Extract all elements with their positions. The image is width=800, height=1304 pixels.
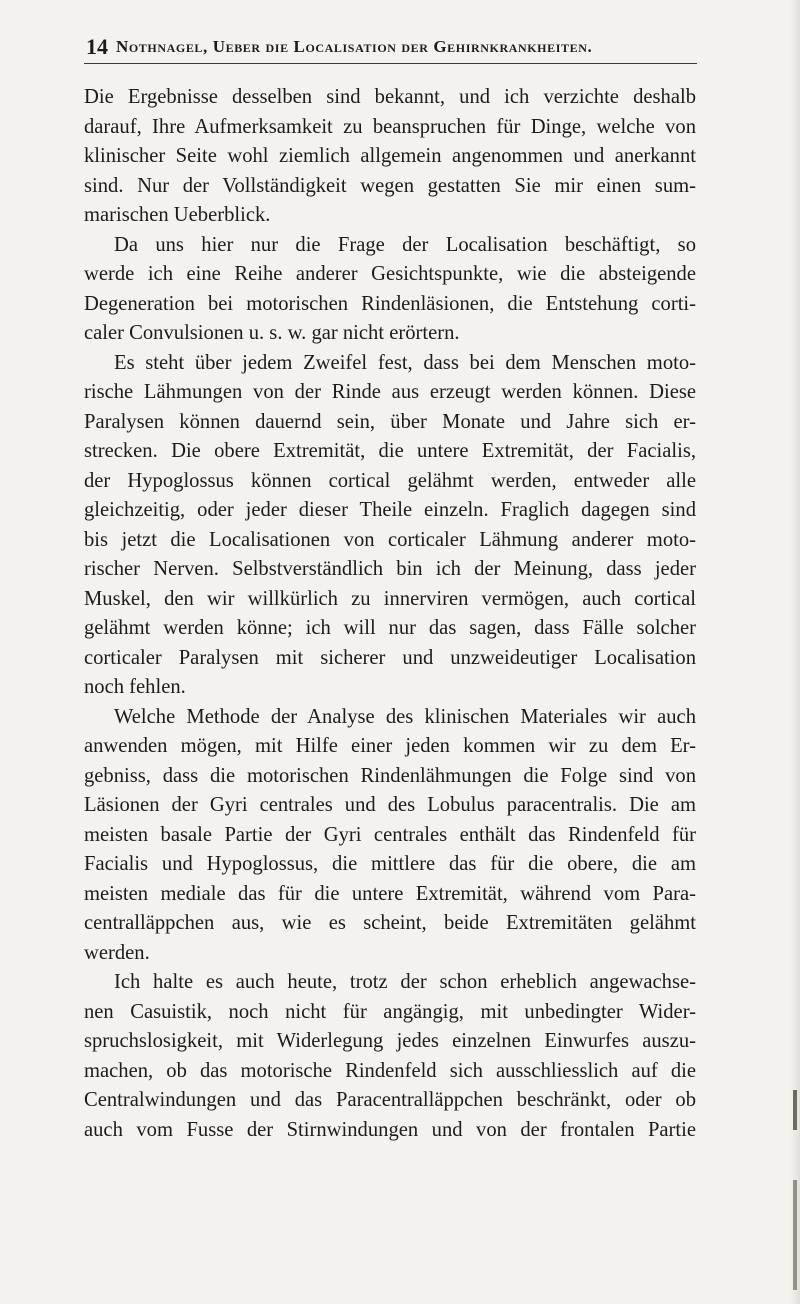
text-line: Läsionen der Gyri centrales und des Lobulus paracentralis. Die am xyxy=(84,794,696,816)
running-title: Nothnagel, Ueber die Localisation der Gehirnkrankheiten. xyxy=(116,37,593,56)
page-edge-mark xyxy=(793,1090,797,1130)
text-line: machen, ob das motorische Rindenfeld sich ausschliesslich auf die xyxy=(84,1059,696,1082)
text-line: centralläppchen aus, wie es scheint, beide Extremitäten gelähmt xyxy=(84,912,696,934)
text-line: gebniss, dass die motorischen Rindenlähmungen die Folge sind von xyxy=(84,764,696,787)
text-line: Paralysen können dauernd sein, über Monate und Jahre sich er- xyxy=(84,410,696,433)
text-line: caler Convulsionen u. s. w. gar nicht erörtern. xyxy=(84,322,460,344)
text-line: werde ich eine Reihe anderer Gesichtspunkte, wie die absteigende xyxy=(84,263,696,285)
page-header xyxy=(86,34,690,62)
text-line: klinischer Seite wohl ziemlich allgemein angenommen und anerkannt xyxy=(84,145,696,167)
text-line: darauf, Ihre Aufmerksamkeit zu beanspruchen für Dinge, welche von xyxy=(84,115,696,138)
text-line: spruchslosigkeit, mit Widerlegung jedes einzelnen Einwurfes auszu- xyxy=(84,1030,696,1052)
text-line: der Hypoglossus können cortical gelähmt werden, entweder alle xyxy=(84,469,696,492)
text-line: Die Ergebnisse desselben sind bekannt, und ich verzichte deshalb xyxy=(84,86,696,108)
text-line: Da uns hier nur die Frage der Localisation beschäftigt, so xyxy=(114,233,696,256)
page-edge-mark xyxy=(793,1180,797,1290)
text-line: Centralwindungen und das Paracentralläppchen beschränkt, oder ob xyxy=(84,1089,696,1111)
body-text xyxy=(84,83,696,1145)
text-line: Ich halte es auch heute, trotz der schon erheblich angewachse- xyxy=(114,971,696,993)
header-rule xyxy=(84,63,697,64)
text-line: anwenden mögen, mit Hilfe einer jeden kommen wir zu dem Er- xyxy=(84,735,696,757)
text-line: nen Casuistik, noch nicht für angängig, mit unbedingter Wider- xyxy=(84,1000,696,1023)
text-line: corticaler Paralysen mit sicherer und unzweideutiger Localisation xyxy=(84,646,696,669)
text-line: Muskel, den wir willkürlich zu innerviren vermögen, auch cortical xyxy=(84,587,696,610)
text-line: rischer Nerven. Selbstverständlich bin ich der Meinung, dass jeder xyxy=(84,558,696,580)
text-line: gelähmt werden könne; ich will nur das sagen, dass Fälle solcher xyxy=(84,617,696,639)
text-line: rische Lähmungen von der Rinde aus erzeugt werden können. Diese xyxy=(84,381,696,403)
text-line: meisten basale Partie der Gyri centrales enthält das Rindenfeld für xyxy=(84,823,696,846)
text-line: Facialis und Hypoglossus, die mittlere das für die obere, die am xyxy=(84,853,696,875)
text-line: bis jetzt die Localisationen von corticaler Lähmung anderer moto- xyxy=(84,528,696,551)
text-line: werden. xyxy=(84,941,150,964)
text-line: strecken. Die obere Extremität, die untere Extremität, der Facialis, xyxy=(84,440,696,462)
text-line: marischen Ueberblick. xyxy=(84,204,271,226)
text-line: Welche Methode der Analyse des klinischen Materiales wir auch xyxy=(114,705,696,728)
page-number: 14 xyxy=(86,34,108,59)
text-line: auch vom Fusse der Stirnwindungen und von der frontalen Partie xyxy=(84,1118,696,1141)
text-line: meisten mediale das für die untere Extremität, während vom Para- xyxy=(84,882,696,905)
text-line: noch fehlen. xyxy=(84,676,186,698)
text-line: Degeneration bei motorischen Rindenläsionen, die Entstehung corti- xyxy=(84,292,696,315)
text-line: gleichzeitig, oder jeder dieser Theile einzeln. Fraglich dagegen sind xyxy=(84,499,696,521)
text-line: sind. Nur der Vollständigkeit wegen gestatten Sie mir einen sum- xyxy=(84,174,696,197)
text-line: Es steht über jedem Zweifel fest, dass bei dem Menschen moto- xyxy=(114,351,696,374)
